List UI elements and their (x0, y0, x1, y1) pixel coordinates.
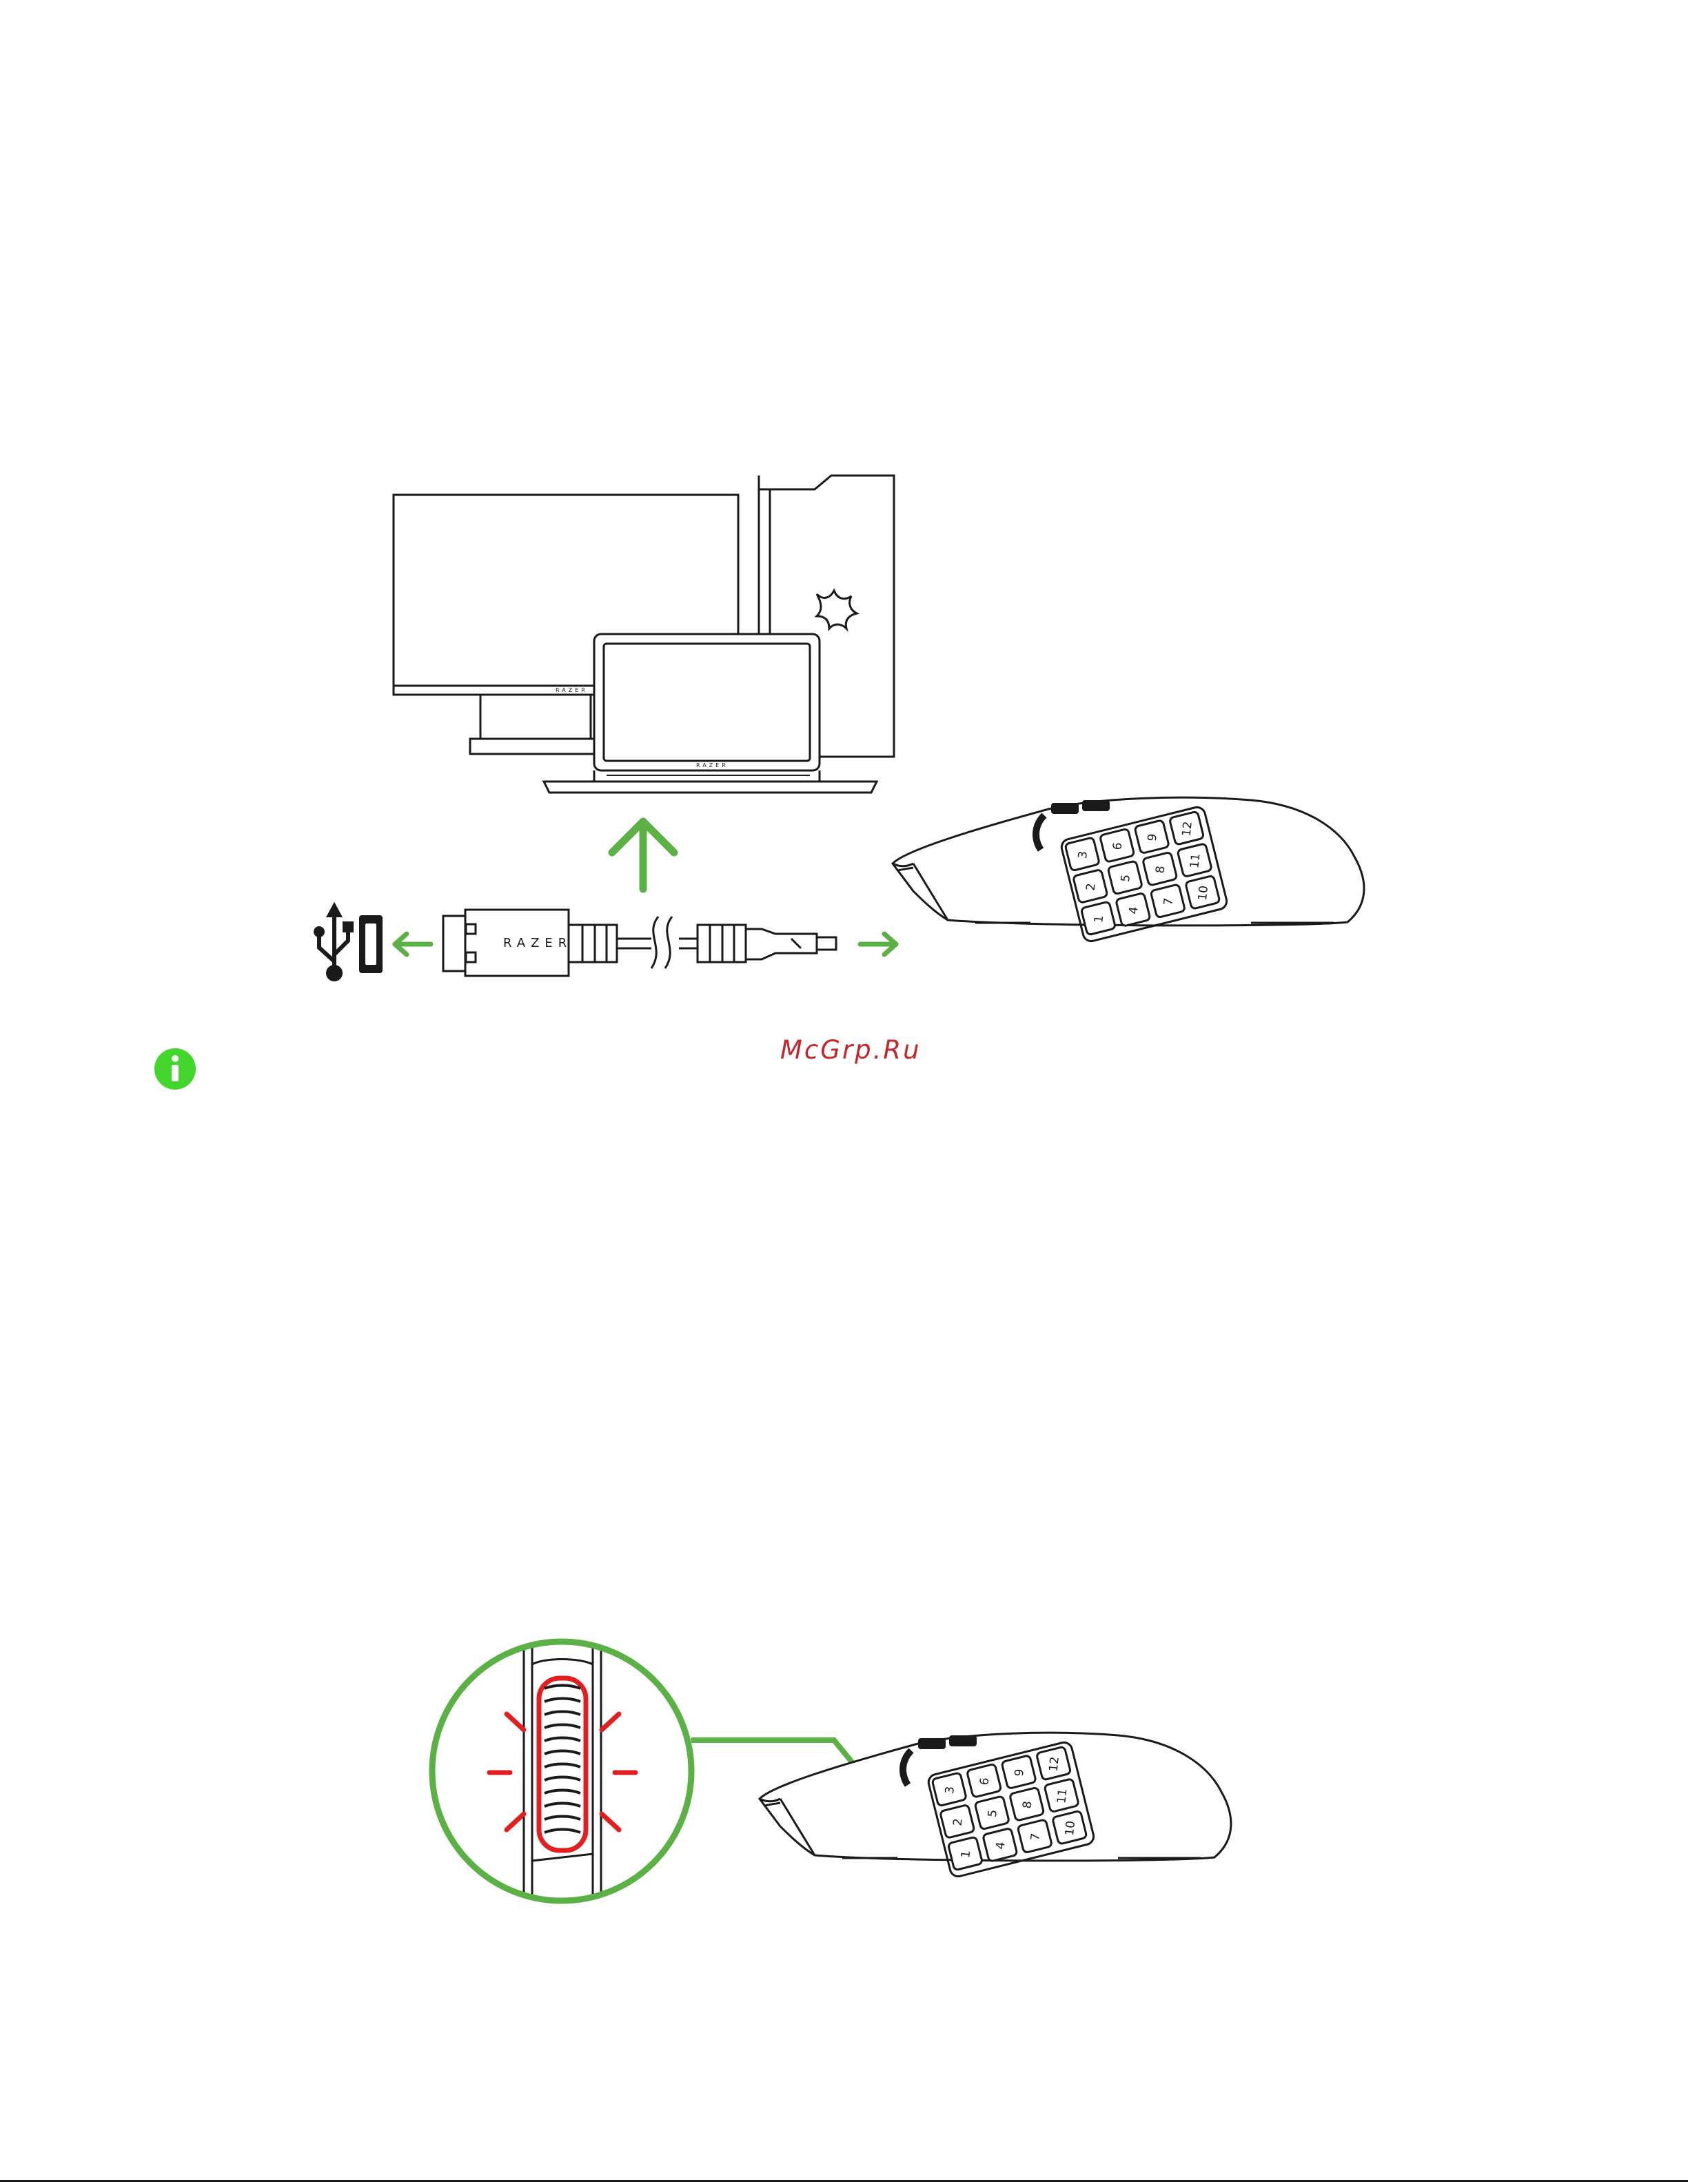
side-button-label: 11 (1188, 853, 1203, 870)
side-button-label: 8 (1020, 1800, 1035, 1810)
side-button-label: 11 (1055, 1788, 1070, 1805)
mouse-side-view (893, 797, 1364, 943)
side-button-label: 6 (1110, 841, 1126, 851)
laptop-logo: RAZER (696, 762, 729, 768)
side-button-label: 8 (1153, 865, 1168, 875)
info-icon (154, 1048, 196, 1090)
right-arrow (860, 934, 896, 955)
side-button-label: 9 (1012, 1768, 1027, 1777)
side-button-label: 4 (993, 1841, 1008, 1850)
side-button-label: 7 (1028, 1832, 1044, 1841)
side-button-label: 10 (1062, 1820, 1079, 1837)
mouse-side-view-2 (760, 1733, 1231, 1878)
side-button-label: 4 (1126, 906, 1141, 915)
watermark: McGrp.Ru (780, 1035, 922, 1065)
side-button-label: 9 (1145, 833, 1160, 842)
side-button-label: 7 (1161, 897, 1177, 906)
side-button-label: 12 (1179, 820, 1195, 837)
side-button-label: 10 (1195, 885, 1212, 901)
monitor-logo: RAZER (556, 687, 588, 693)
usb-cable (443, 910, 836, 976)
razer-logo-icon (817, 591, 857, 629)
side-button-label: 2 (1084, 882, 1099, 892)
up-arrow (612, 821, 674, 889)
left-arrow (395, 934, 431, 955)
side-button-label: 1 (959, 1850, 974, 1859)
scroll-wheel-zoom (432, 1633, 865, 1909)
footer-rule (0, 2180, 1688, 2182)
side-button-label: 1 (1092, 915, 1107, 923)
side-button-label: 6 (977, 1777, 993, 1786)
side-button-label: 3 (1075, 850, 1090, 859)
side-button-label: 3 (942, 1785, 957, 1795)
side-button-label: 2 (950, 1817, 966, 1827)
side-button-label: 12 (1046, 1755, 1062, 1773)
cable-logo: RAZER (503, 936, 573, 950)
side-button-label: 5 (986, 1808, 1001, 1818)
side-button-label: 5 (1119, 873, 1134, 883)
laptop (544, 634, 877, 793)
usb-icon (316, 906, 352, 979)
usb-port-icon (359, 915, 383, 973)
